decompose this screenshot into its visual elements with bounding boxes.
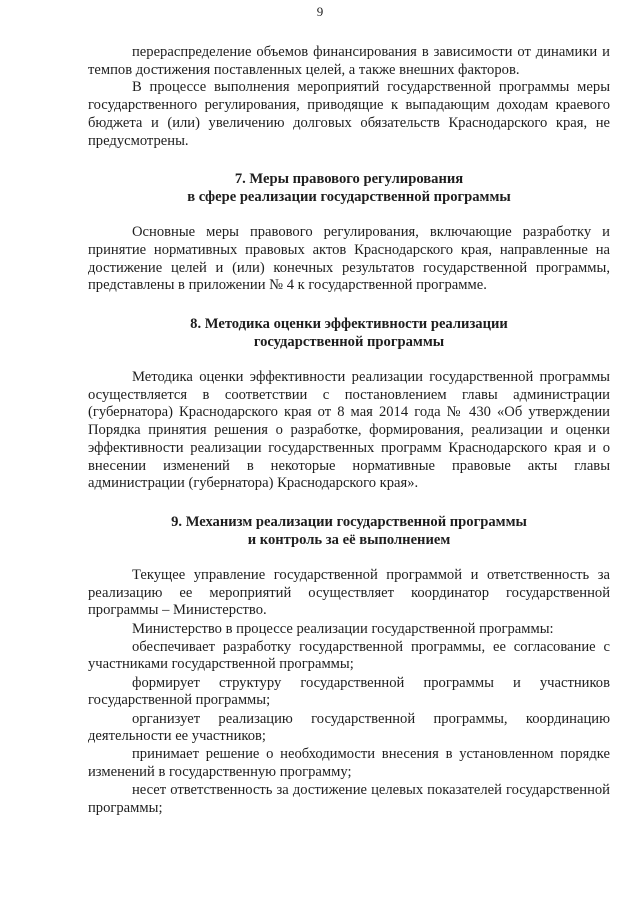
- section-9-list-item: организует реализацию государственной программы, координацию деятельности ее участников;: [88, 710, 610, 745]
- section-9-list-item: обеспечивает разработку государственной программы, ее согласование с участниками государственной программы;: [88, 638, 610, 673]
- section-9-list-item: принимает решение о необходимости внесения в установленном порядке изменений в государственную программу;: [88, 746, 610, 781]
- section-8-title-line-2: государственной программы: [253, 334, 445, 351]
- section-8-paragraph-1: Методика оценки эффективности реализации государственной программы осуществляется в соответствии с постановлением главы администрации (губернатора) Краснодарского края от 8 мая 2014 года № 430 «Об утверждении Порядка принятия решения о разработке, формирования, реализации и оценки эффективности реализации государственных программ Краснодарского края и о внесении изменений в некоторые нормативные правовые акты главы администрации (губернатора) Краснодарского края».: [88, 369, 610, 492]
- section-9-title-line-2: и контроль за её выполнением: [247, 531, 451, 548]
- section-9-list-item: формирует структуру государственной программы и участников государственной программы;: [88, 674, 610, 709]
- section-9-title: [88, 513, 610, 549]
- section-8-title: [88, 315, 610, 351]
- intro-paragraph-2: В процессе выполнения мероприятий государственной программы меры государственного регулирования, приводящие к выпадающим доходам краевого бюджета и (или) увеличению долговых обязательств Краснодарского края, не предусмотрены.: [88, 79, 610, 149]
- section-7-paragraph-1: Основные меры правового регулирования, включающие разработку и принятие нормативных правовых актов Краснодарского края, направленные на достижение целей и (или) конечных результатов государственной программы, представлены в приложении № 4 к государственной программе.: [88, 224, 610, 294]
- page-number: 9: [316, 4, 324, 19]
- section-7-title-line-2: в сфере реализации государственной программы: [187, 189, 511, 206]
- section-9-paragraph-1: Текущее управление государственной программой и ответственность за реализацию ее мероприятий осуществляет координатор государственной программы – Министерство.: [88, 566, 610, 619]
- section-7-title-line-1: 7. Меры правового регулирования: [234, 171, 464, 188]
- section-7-title: [88, 170, 610, 206]
- section-9-title-line-1: 9. Механизм реализации государственной программы: [171, 513, 527, 530]
- section-9-paragraph-2: Министерство в процессе реализации государственной программы:: [132, 620, 554, 637]
- section-9-body: [88, 567, 610, 818]
- section-8-title-line-1: 8. Методика оценки эффективности реализации: [190, 316, 508, 333]
- intro-paragraph-1: перераспределение объемов финансирования в зависимости от динамики и темпов достижения поставленных целей, а также внешних факторов.: [88, 44, 610, 78]
- section-9-list-item: несет ответственность за достижение целевых показателей государственной программы;: [88, 782, 610, 817]
- document-body: [88, 44, 610, 818]
